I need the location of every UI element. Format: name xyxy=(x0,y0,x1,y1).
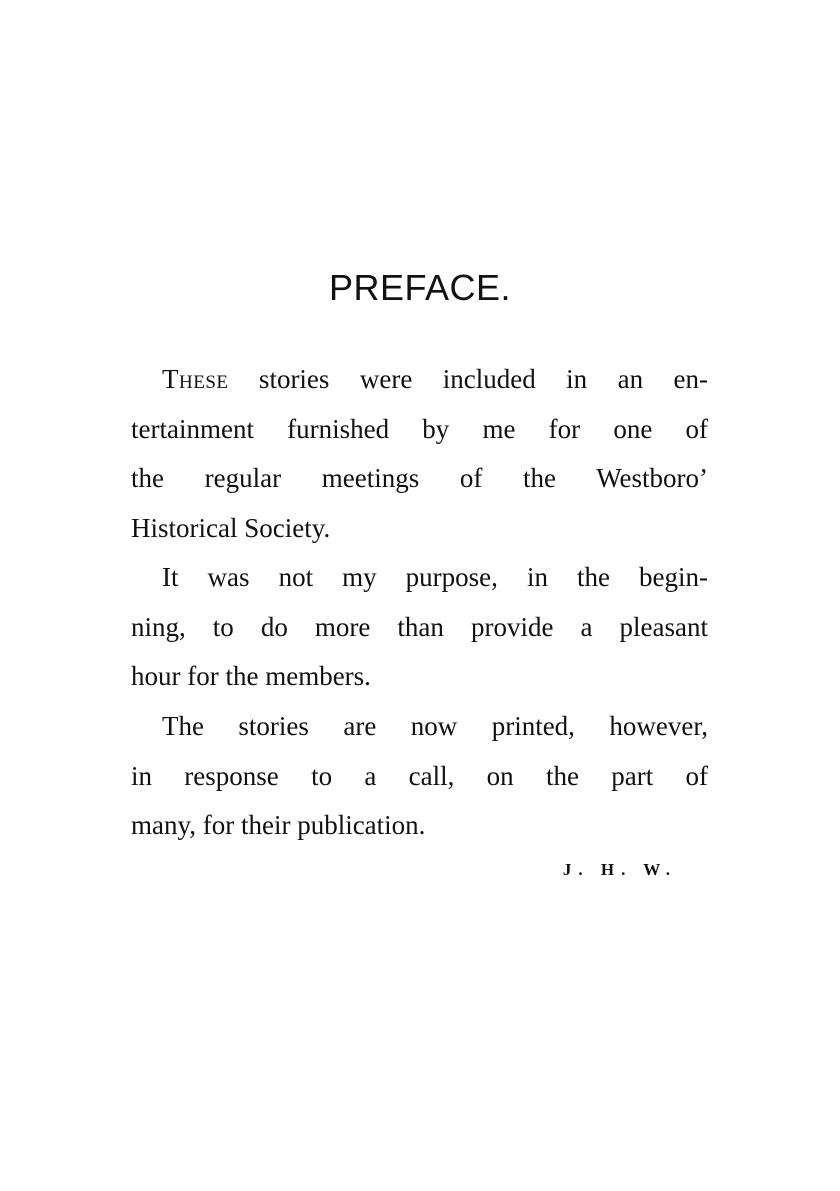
paragraph-line: many, for their publication. xyxy=(131,810,426,840)
paragraph-line: tertainment furnished by me for one of xyxy=(131,413,708,444)
small-caps-lead-word: These xyxy=(162,364,229,394)
line-text: stories were included in an en- xyxy=(228,364,708,394)
paragraph-line: Historical Society. xyxy=(131,512,331,543)
paragraph-line: in response to a call, on the part of xyxy=(131,760,708,791)
paragraph-line: the regular meetings of the Westboro’ xyxy=(131,463,708,493)
preface-paragraph-2 xyxy=(131,553,708,702)
preface-paragraph-3 xyxy=(131,702,708,851)
page-title: PREFACE. xyxy=(328,267,512,308)
preface-paragraph-1 xyxy=(131,355,708,553)
paragraph-line: It was not my purpose, in the begin- xyxy=(162,562,708,592)
paragraph-line: The stories are now printed, however, xyxy=(162,711,708,741)
paragraph-line: ning, to do more than provide a pleasant xyxy=(131,611,708,642)
author-initials: J. H. W. xyxy=(562,860,677,879)
paragraph-line xyxy=(131,355,708,405)
paragraph-line: hour for the members. xyxy=(131,661,371,691)
